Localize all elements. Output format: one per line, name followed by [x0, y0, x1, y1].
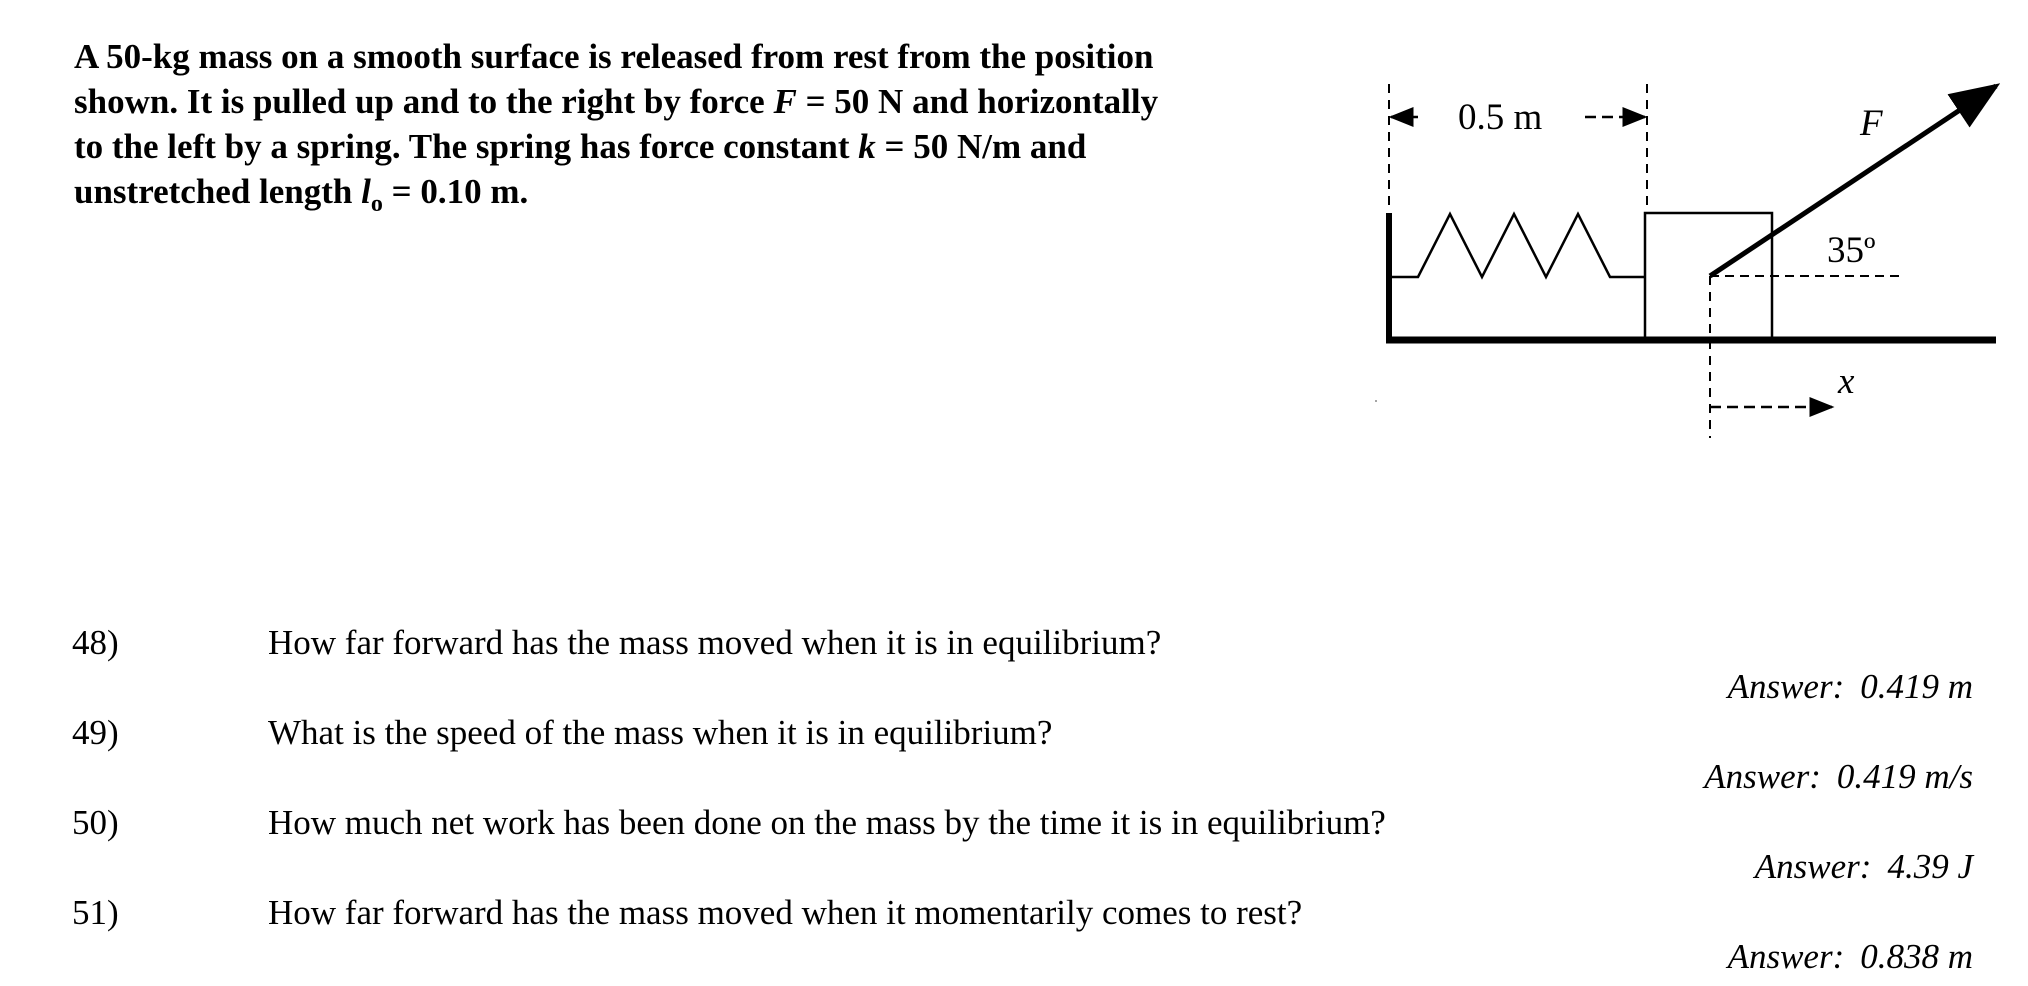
answer-value: 0.419 m: [1860, 667, 1973, 706]
answer-prefix: Answer:: [1704, 757, 1821, 796]
answer: [1728, 667, 1973, 707]
x-label: x: [1838, 361, 1855, 402]
force-label: F: [1860, 103, 1883, 144]
question-number: 49): [72, 713, 119, 752]
answer-value: 0.419 m/s: [1836, 757, 1973, 796]
question-number: 51): [72, 893, 119, 932]
answer-prefix: Answer:: [1727, 667, 1845, 706]
answer: [1728, 937, 1973, 977]
answer-value: 0.838 m: [1860, 937, 1973, 976]
angle-label: 35º: [1827, 230, 1876, 271]
problem-text-1: A 50-kg mass on a smooth surface is released from rest from the position shown. It is pulled up and to the right by force: [74, 37, 1154, 121]
l-subscript: o: [370, 191, 383, 217]
k-symbol: k: [858, 127, 876, 166]
force-symbol: F: [773, 82, 797, 121]
answer: [1704, 757, 1973, 797]
spring: [1389, 214, 1645, 277]
answer-value: 4.39 J: [1887, 847, 1973, 886]
distance-label: 0.5 m: [1458, 97, 1543, 138]
question-text: How far forward has the mass moved when it is in equilibrium?: [268, 623, 1162, 662]
problem-text-2: = 50 N and horizontally to the left by a spring. The spring has force constant: [74, 82, 1159, 166]
answer-prefix: Answer:: [1754, 847, 1872, 886]
l-symbol: l: [361, 172, 371, 211]
problem-text-3: = 50 N/m and unstretched length: [74, 127, 1087, 211]
stray-dot: [1375, 400, 1377, 402]
answer-prefix: Answer:: [1727, 937, 1845, 976]
mass-block: [1645, 213, 1772, 340]
answer: [1755, 847, 1973, 887]
question-text: How much net work has been done on the mass by the time it is in equilibrium?: [268, 803, 1386, 842]
question-text: What is the speed of the mass when it is in equilibrium?: [268, 713, 1053, 752]
problem-text-4: = 0.10 m.: [382, 172, 529, 211]
question-number: 48): [72, 623, 119, 662]
question-text: How far forward has the mass moved when it momentarily comes to rest?: [268, 893, 1303, 932]
question-number: 50): [72, 803, 119, 842]
